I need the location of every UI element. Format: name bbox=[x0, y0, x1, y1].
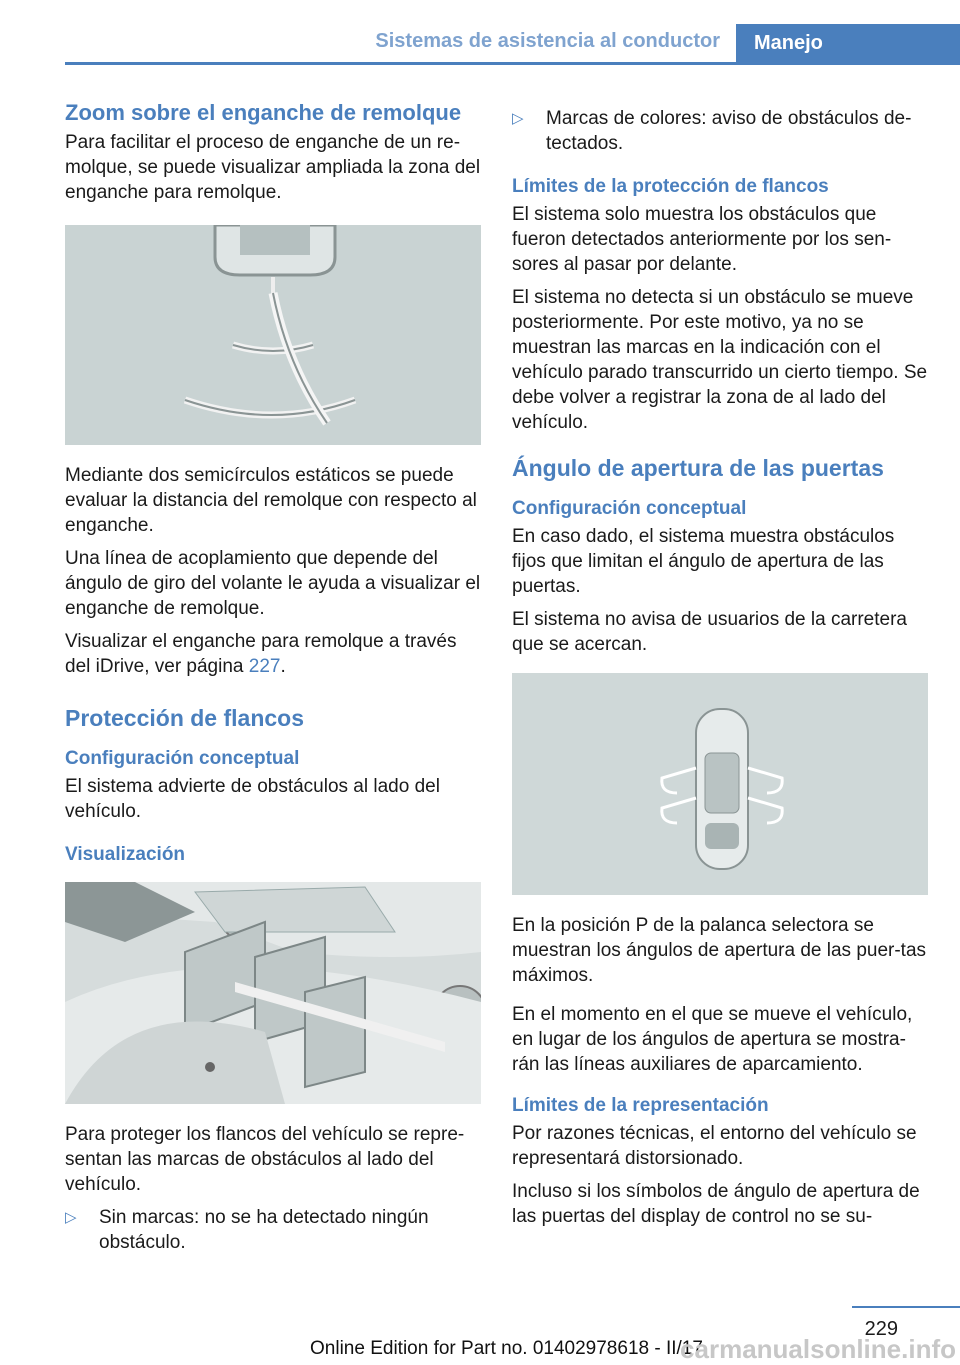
concept-heading: Configuración conceptual bbox=[65, 748, 300, 769]
zoom-paragraph-1: Para facilitar el proceso de enganche de un re-molque, se puede visualizar ampliada la zona del enganche para remolque. bbox=[65, 132, 481, 203]
edition-note: Online Edition for Part no. 01402978618 - II/17 bbox=[310, 1338, 703, 1359]
right-column bbox=[512, 100, 928, 1237]
left-column bbox=[65, 100, 481, 1263]
doors-heading: Ángulo de apertura de las puertas bbox=[512, 455, 884, 481]
side-protection-figure bbox=[65, 882, 481, 1104]
representation-heading: Límites de la representación bbox=[512, 1095, 769, 1116]
representation-paragraph-1: Por razones técnicas, el entorno del vehículo se representará distorsionado. bbox=[512, 1123, 917, 1169]
hitch-zoom-figure bbox=[65, 225, 481, 445]
header-chapter-tab: Manejo bbox=[736, 24, 960, 62]
door-angle-figure bbox=[512, 673, 928, 895]
page-number: 229 bbox=[864, 1318, 898, 1340]
representation-paragraph-2: Incluso si los símbolos de ángulo de apertura de las puertas del display de control no se su- bbox=[512, 1181, 920, 1227]
bullet-colored-marks-text: Marcas de colores: aviso de obstáculos de-tectados. bbox=[546, 108, 912, 154]
bullet-colored-marks bbox=[512, 106, 928, 156]
limits-heading: Límites de la protección de flancos bbox=[512, 176, 829, 197]
page-header bbox=[65, 24, 960, 65]
zoom-paragraph-4-text: Visualizar el enganche para remolque a través del iDrive, ver página bbox=[65, 631, 457, 677]
concept-paragraph: El sistema advierte de obstáculos al lado del vehículo. bbox=[65, 776, 440, 822]
doors-paragraph-3: En la posición P de la palanca selectora se muestran los ángulos de apertura de las puer-tas máximos. bbox=[512, 915, 927, 986]
page-reference-link[interactable]: 227 bbox=[248, 656, 281, 677]
footer-rule bbox=[852, 1306, 960, 1308]
doors-paragraph-4: En el momento en el que se mueve el vehículo, en lugar de los ángulos de apertura se mostra-rán las líneas auxiliares de aparcamiento. bbox=[512, 1004, 913, 1075]
flancos-heading: Protección de flancos bbox=[65, 705, 305, 731]
limits-paragraph-2: El sistema no detecta si un obstáculo se mueve posteriormente. Por este motivo, ya no se muestran las marcas en la indicación con el vehículo parado transcurrido un cierto tiempo. Se debe volver a registrar la zona de al lado del vehículo. bbox=[512, 287, 928, 433]
watermark: carmanualsonline.info bbox=[680, 1334, 956, 1364]
zoom-paragraph-2: Mediante dos semicírculos estáticos se puede evaluar la distancia del remolque con respecto al enganche. bbox=[65, 465, 477, 536]
zoom-paragraph-4 bbox=[65, 629, 481, 679]
bullet-no-marks-text: Sin marcas: no se ha detectado ningún obstáculo. bbox=[99, 1207, 429, 1253]
bullet-no-marks bbox=[65, 1205, 481, 1255]
visual-paragraph: Para proteger los flancos del vehículo se repre-sentan las marcas de obstáculos al lado del vehículo. bbox=[65, 1124, 465, 1195]
doors-paragraph-1: En caso dado, el sistema muestra obstáculos fijos que limitan el ángulo de apertura de las puertas. bbox=[512, 526, 895, 597]
zoom-paragraph-4-end: . bbox=[280, 656, 286, 677]
header-section-title: Sistemas de asistencia al conductor bbox=[375, 30, 720, 52]
doors-concept-heading: Configuración conceptual bbox=[512, 498, 747, 519]
visual-heading: Visualización bbox=[65, 844, 186, 865]
limits-paragraph-1: El sistema solo muestra los obstáculos que fueron detectados anteriormente por los sen-sores al pasar por delante. bbox=[512, 204, 892, 275]
doors-paragraph-2: El sistema no avisa de usuarios de la carretera que se acercan. bbox=[512, 609, 907, 655]
bullet-triangle-icon: ▷ bbox=[65, 1209, 77, 1226]
zoom-heading: Zoom sobre el enganche de remolque bbox=[65, 100, 462, 125]
zoom-paragraph-3: Una línea de acoplamiento que depende del ángulo de giro del volante le ayuda a visualizar el enganche de remolque. bbox=[65, 548, 481, 619]
bullet-triangle-icon: ▷ bbox=[512, 110, 524, 127]
